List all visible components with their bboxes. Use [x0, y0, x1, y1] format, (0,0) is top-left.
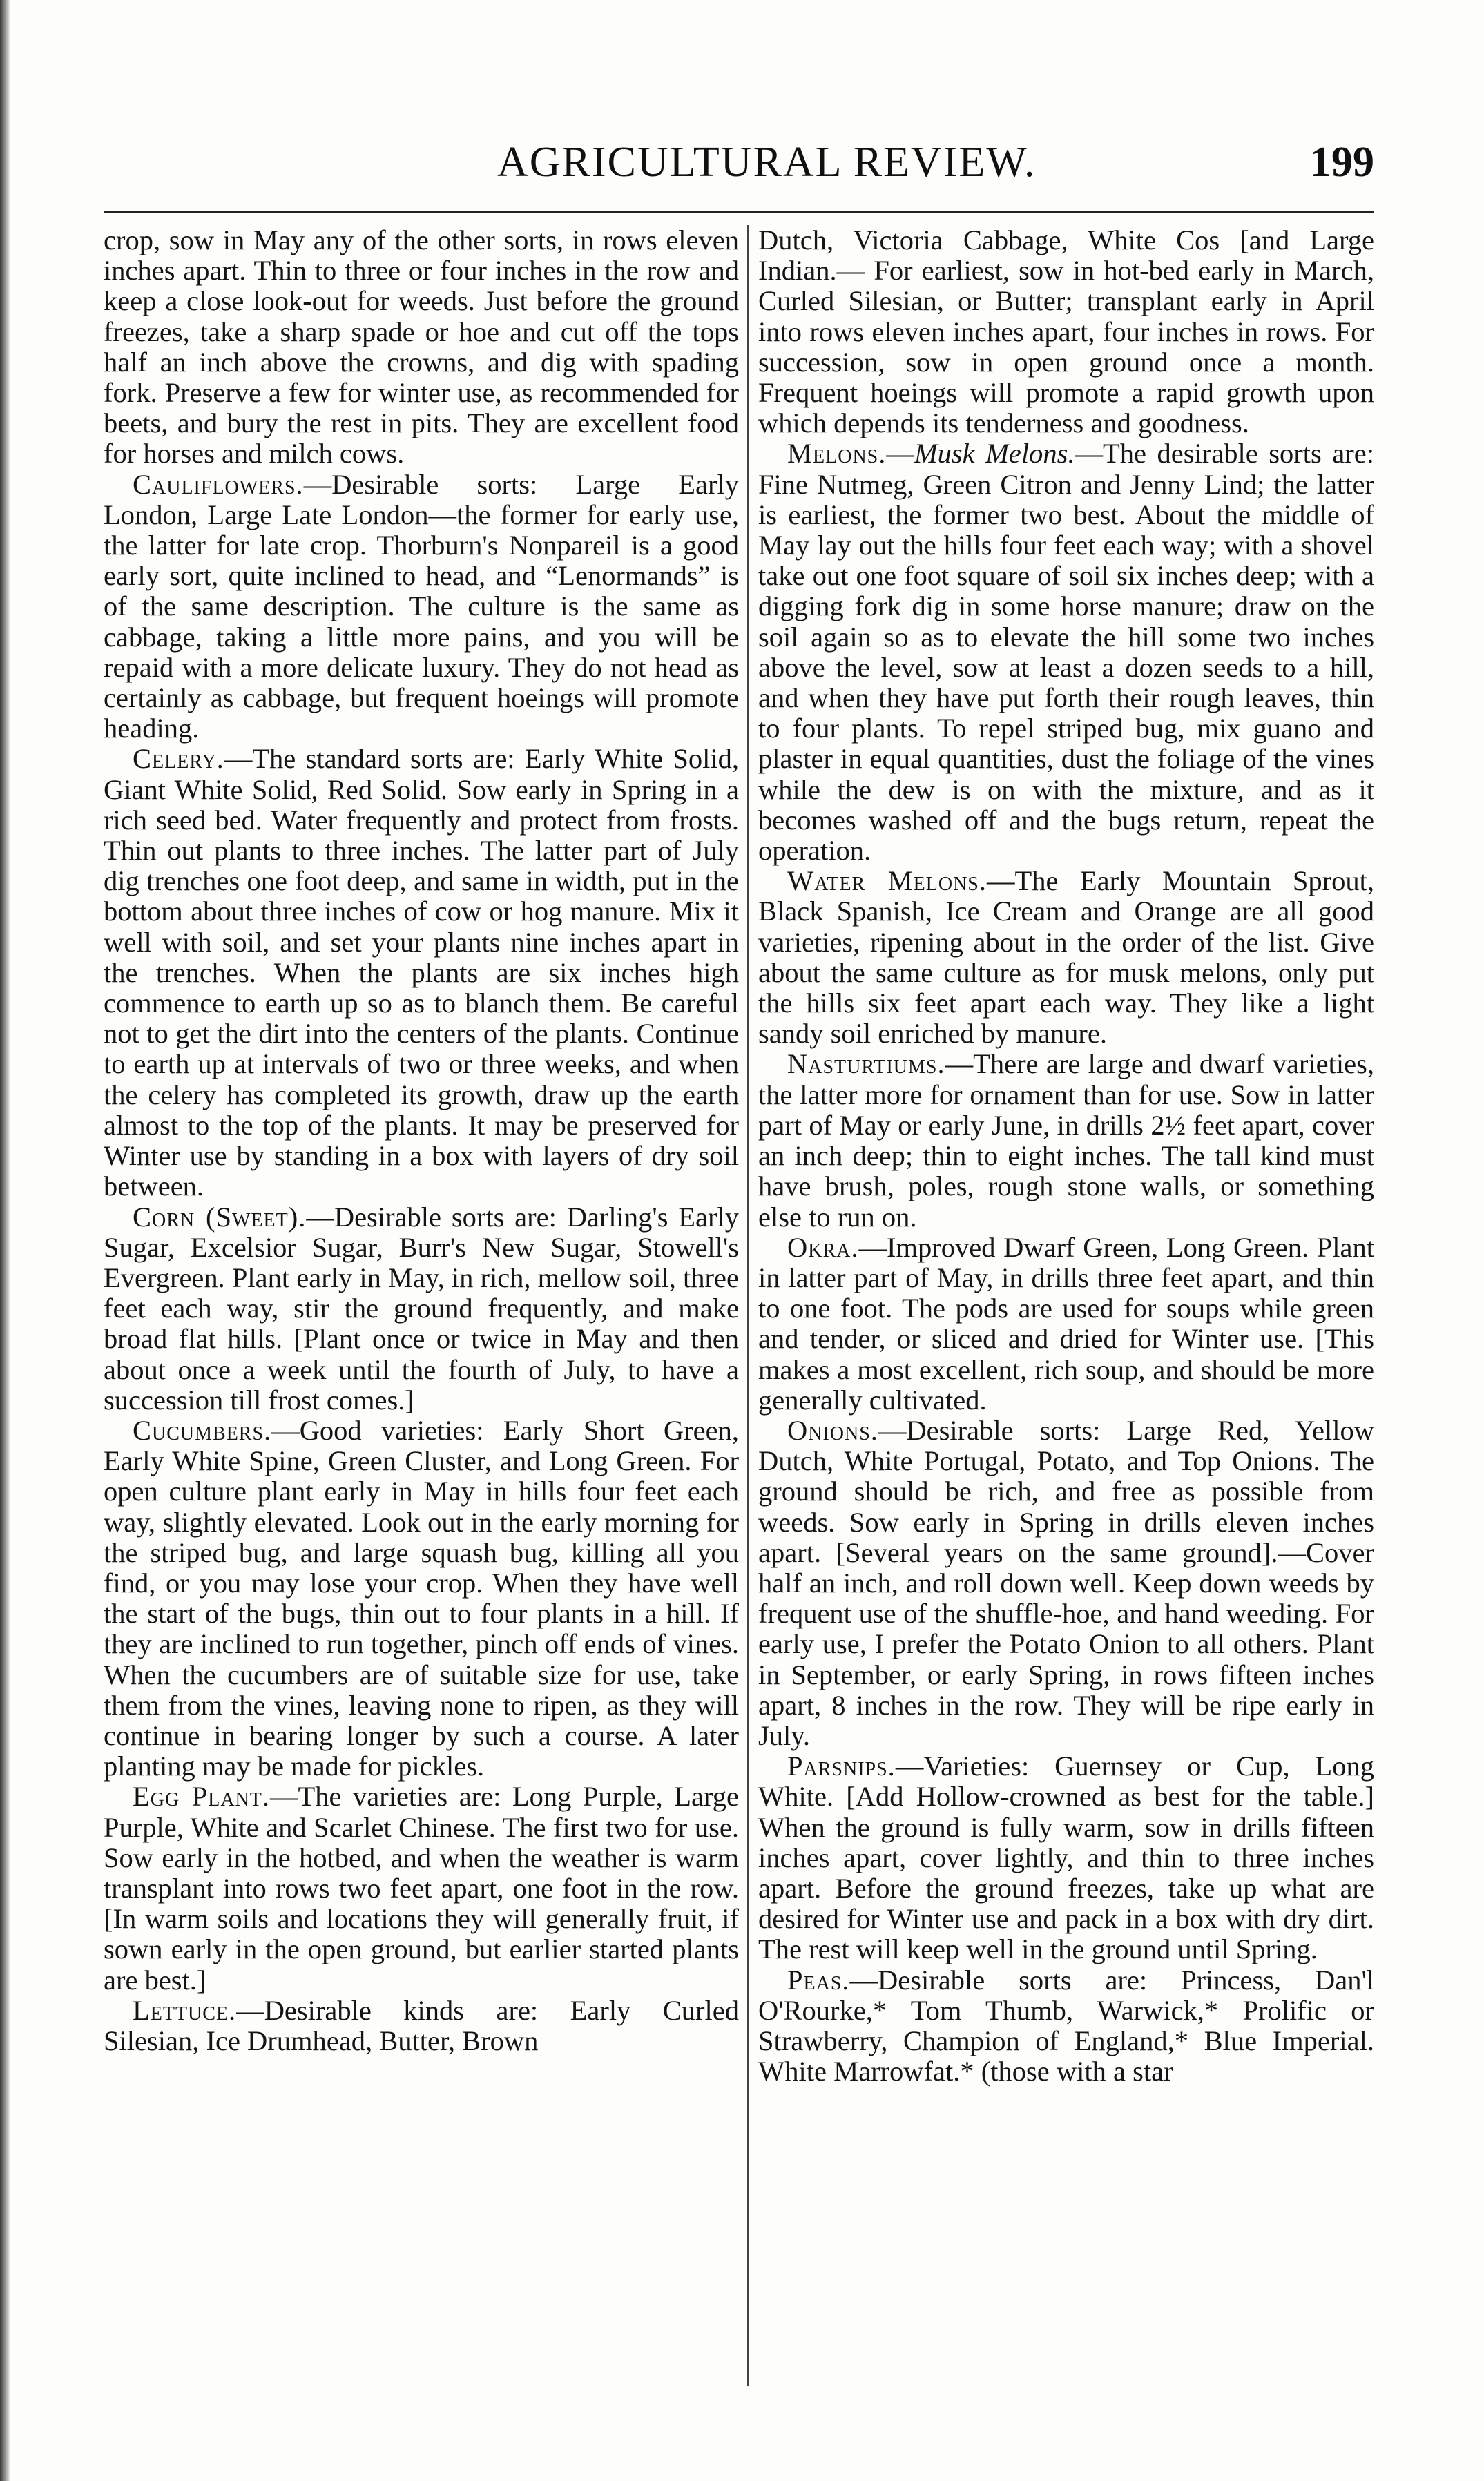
paragraph-text: —The standard sorts are: Early White Solid, Giant White Solid, Red Solid. Sow early in Spring in a rich seed bed. Water frequently and protect from frosts. Thin out plants to three inches. The latter part of July dig trenches one foot deep, and same in width, put in the bottom about three inches of cow or hog manure. Mix it well with soil, and set your plants nine inches apart in the trenches. When the plants are six inches high commence to earth up so as to blanch them. Be careful not to get the dirt into the centers of the plants. Continue to earth up at intervals of two or three weeks, and when the celery has completed its growth, draw up the earth almost to the top of the plants. It may be preserved for Winter use by standing in a box with layers of dry soil between.: [104, 743, 739, 1202]
entry-heading: Parsnips.: [787, 1750, 896, 1782]
entry-subheading: Musk Melons.: [914, 438, 1075, 470]
right-column: [758, 225, 1374, 2087]
entry-heading: Peas.: [787, 1964, 850, 1996]
paragraph-lettuce: [104, 1996, 739, 2056]
entry-heading: Cauliflowers.: [133, 468, 304, 500]
entry-heading: Celery.: [133, 743, 224, 775]
paragraph-text: —The desirable sorts are: Fine Nutmeg, Green Citron and Jenny Lind; the latter is earliest, the former two best. About the middle of May lay out the hills four feet each way; with a shovel take out one foot square of soil six inches deep; with a digging fork dig in some horse manure; draw on the soil again so as to elevate the hill some two inches above the level, sow at least a dozen seeds to a hill, and when they have put forth their rough leaves, thin to four plants. To repel striped bug, mix guano and plaster in equal quantities, dust the foliage of the vines while the dew is on with the mixture, and as it becomes washed off and the bugs return, repeat the operation.: [758, 438, 1374, 867]
paragraph-lettuce-continued: [758, 225, 1374, 438]
header-rule: [104, 211, 1374, 213]
paragraph-text: —Desirable sorts are: Princess, Dan'l O'Rourke,* Tom Thumb, Warwick,* Prolific or Strawberry, Champion of England,* Blue Imperial. White Marrowfat.* (those with a star: [758, 1964, 1374, 2087]
paragraph-text: —Desirable sorts: Large Red, Yellow Dutch, White Portugal, Potato, and Top Onions. The ground should be rich, and free as possible from weeds. Sow early in Spring in drills eleven inches apart. [Several years on the same ground].—Cover half an inch, and roll down well. Keep down weeds by frequent use of the shuffle-hoe, and hand weeding. For early use, I prefer the Potato Onion to all others. Plant in September, or early Spring, in rows fifteen inches apart, 8 inches in the row. They will be ripe early in July.: [758, 1414, 1374, 1751]
paragraph-continuation: [104, 225, 739, 470]
paragraph-text: —The varieties are: Long Purple, Large Purple, White and Scarlet Chinese. The first two for use. Sow early in the hotbed, and when the weather is warm transplant into rows two feet apart, one foot in the row. [In warm soils and locations they will generally fruit, if sown early in the open ground, but earlier started plants are best.]: [104, 1781, 739, 1996]
entry-heading: Lettuce.: [133, 1994, 237, 2026]
paragraph-text: —Desirable sorts are: Darling's Early Sugar, Excelsior Sugar, Burr's New Sugar, Stowell's Evergreen. Plant early in May, in rich, mellow soil, three feet each way, stir the ground frequently, and make broad flat hills. [Plant once or twice in May and then about once a week until the fourth of July, to have a succession till frost comes.]: [104, 1201, 739, 1416]
paragraph-text: Dutch, Victoria Cabbage, White Cos [and Large Indian.— For earliest, sow in hot-bed early in March, Curled Silesian, or Butter; transplant early in April into rows eleven inches apart, four inches in rows. For succession, sow in open ground once a month. Frequent hoeings will promote a rapid growth upon which depends its tenderness and goodness.: [758, 224, 1374, 439]
entry-heading: Corn (Sweet).: [133, 1201, 307, 1233]
entry-heading: Nasturtiums.: [787, 1048, 945, 1080]
paragraph-text: —There are large and dwarf varieties, the latter more for ornament than for use. Sow in latter part of May or early June, in drills 2½ feet apart, cover an inch deep; thin to eight inches. The tall kind must have brush, poles, rough stone walls, or something else to run on.: [758, 1048, 1374, 1233]
page-binding-edge: [0, 0, 10, 2481]
paragraph-okra: [758, 1233, 1374, 1416]
left-column: [104, 225, 739, 2056]
column-divider: [747, 225, 749, 2386]
paragraph-text: —Good varieties: Early Short Green, Early White Spine, Green Cluster, and Long Green. For open culture plant early in May in hills four feet each way, slightly elevated. Look out in the early morning for the striped bug, and large squash bug, killing all you find, or you may lose your crop. When they have well the start of the bugs, thin out to four plants in a hill. If they are inclined to run together, pinch off ends of vines. When the cucumbers are of suitable size for use, take them from the vines, leaving none to ripen, as they will continue in bearing longer by such a course. A later planting may be made for pickles.: [104, 1414, 739, 1782]
paragraph-text: —Varieties: Guernsey or Cup, Long White. [Add Hollow-crowned as best for the table.] When the ground is fully warm, sow in drills fifteen inches apart, cover lightly, and thin to three inches apart. Before the ground freezes, take up what are desired for Winter use and pack in a box with dry dirt. The rest will keep well in the ground until Spring.: [758, 1750, 1374, 1965]
paragraph-text: —Desirable sorts: Large Early London, Large Late London—the former for early use, the latter for late crop. Thorburn's Nonpareil is a good early sort, quite inclined to head, and “Lenormands” is of the same description. The culture is the same as cabbage, taking a little more pains, and you will be repaid with a more delicate luxury. They do not head as certainly as cabbage, but frequent hoeings will promote heading.: [104, 468, 739, 744]
paragraph-celery: [104, 744, 739, 1201]
paragraph-melons: Melons.—Musk Melons.—The desirable sorts are: Fine Nutmeg, Green Citron and Jenny Lind; the latter is earliest, the former two best. About the middle of May lay out the hills four feet each way; with a shovel take out one foot square of soil six inches deep; with a digging fork dig in some horse manure; draw on the soil again so as to elevate the hill some two inches above the level, sow at least a dozen seeds to a hill, and when they have put forth their rough leaves, thin to four plants. To repel striped bug, mix guano and plaster in equal quantities, dust the foliage of the vines while the dew is on with the mixture, and as it becomes washed off and the bugs return, repeat the operation.: [758, 438, 1374, 867]
page-header: [104, 138, 1374, 200]
entry-heading: Onions.: [787, 1414, 878, 1446]
entry-heading: Water Melons.: [787, 865, 987, 897]
paragraph-peas: [758, 1965, 1374, 2087]
paragraph-text: crop, sow in May any of the other sorts, in rows eleven inches apart. Thin to three or four inches in the row and keep a close look-out for weeds. Just before the ground freezes, take a sharp spade or hoe and cut off the tops half an inch above the crowns, and dig with spading fork. Preserve a few for winter use, as recommended for beets, and bury the rest in pits. They are excellent food for horses and milch cows.: [104, 224, 739, 470]
page-number: 199: [1310, 139, 1374, 186]
paragraph-parsnips: [758, 1751, 1374, 1964]
entry-heading: Okra.: [787, 1231, 859, 1263]
running-head: AGRICULTURAL REVIEW.: [497, 139, 1037, 186]
paragraph-nasturtiums: [758, 1049, 1374, 1232]
paragraph-onions: [758, 1416, 1374, 1751]
paragraph-text: —The Early Mountain Sprout, Black Spanish, Ice Cream and Orange are all good varieties, ripening about in the order of the list. Give about the same culture as for musk melons, only put the hills six feet apart each way. They like a light sandy soil enriched by manure.: [758, 865, 1374, 1050]
paragraph-text: —Improved Dwarf Green, Long Green. Plant in latter part of May, in drills three feet apart, and thin to one foot. The pods are used for soups while green and tender, or sliced and dried for Winter use. [This makes a most excellent, rich soup, and should be more generally cultivated.: [758, 1231, 1374, 1416]
paragraph-cucumbers: [104, 1416, 739, 1782]
paragraph-egg-plant: [104, 1782, 739, 1995]
paragraph-text: —Desirable kinds are: Early Curled Silesian, Ice Drumhead, Butter, Brown: [104, 1994, 739, 2056]
paragraph-cauliflowers: [104, 470, 739, 744]
entry-heading: Melons.: [787, 438, 887, 470]
paragraph-water-melons: [758, 866, 1374, 1049]
entry-heading: Egg Plant.: [133, 1781, 270, 1813]
paragraph-corn: [104, 1202, 739, 1416]
entry-heading: Cucumbers.: [133, 1414, 272, 1446]
